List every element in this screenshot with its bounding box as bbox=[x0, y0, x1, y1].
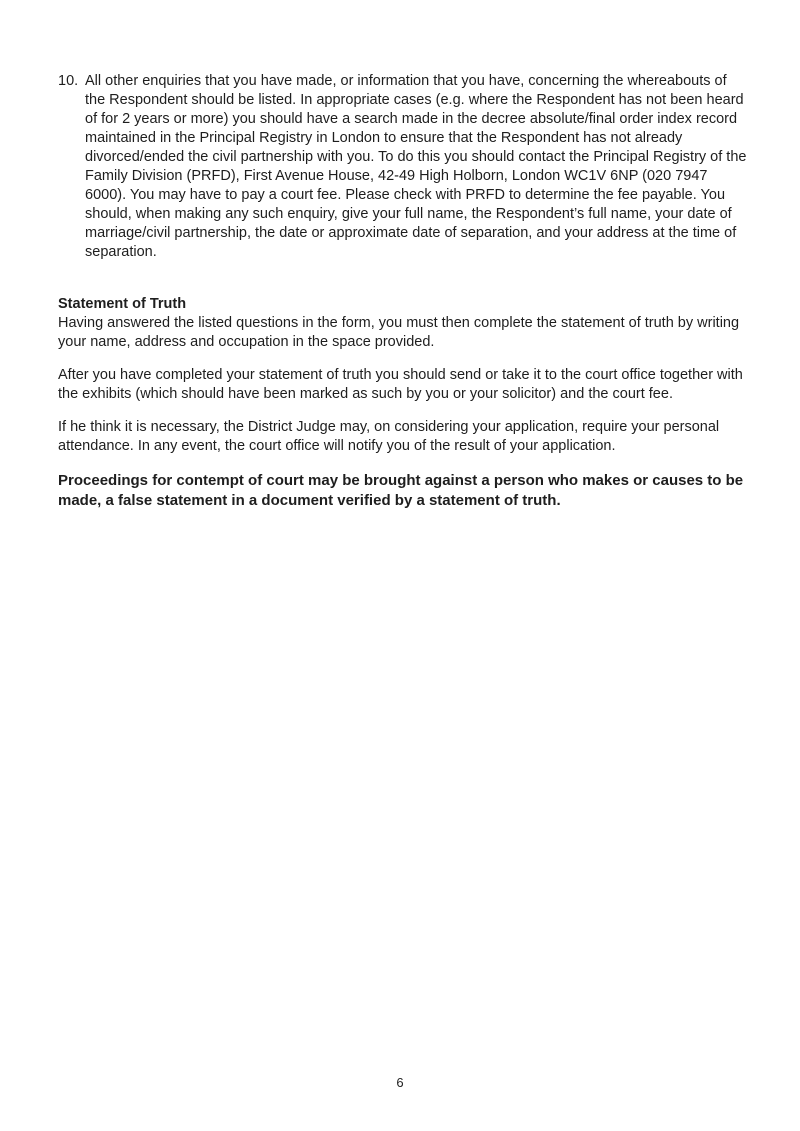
list-item-number: 10. bbox=[58, 73, 79, 89]
page-number: 6 bbox=[396, 1075, 404, 1090]
contempt-warning bbox=[58, 471, 748, 511]
list-item-text: All other enquiries that you have made, or information that you have, concerning the whereabouts of the Respondent should be listed. In appropriate cases (e.g. where the Respondent has not been heard of for 2 years or more) you should have a search made in the decree absolute/final order index record maintained in the Principal Registry in London to ensure that the Respondent has not already divorced/ended the civil partnership with you. To do this you should contact the Principal Registry of the Family Division (PRFD), First Avenue House, 42-49 High Holborn, London WC1V 6NP (020 7947 6000). You may have to pay a court fee. Please check with PRFD to determine the fee payable. You should, when making any such enquiry, give your full name, the Respondent’s full name, your date of marriage/civil partnership, the date or approximate date of separation, and your address at the time of separation. bbox=[85, 73, 747, 260]
list-item-10 bbox=[58, 72, 748, 262]
paragraph-attendance bbox=[58, 418, 748, 456]
paragraph-attendance-text: If he think it is necessary, the District Judge may, on considering your application, require your personal attendance. In any event, the court office will notify you of the result of your application. bbox=[58, 419, 720, 454]
statement-of-truth-section bbox=[58, 295, 748, 352]
section-heading: Statement of Truth bbox=[58, 296, 187, 312]
paragraph-submission bbox=[58, 366, 748, 404]
paragraph-statement-instructions: Having answered the listed questions in the form, you must then complete the statement of truth by writing your name, address and occupation in the space provided. bbox=[58, 315, 740, 350]
paragraph-submission-text: After you have completed your statement of truth you should send or take it to the court office together with the exhibits (which should have been marked as such by you or your solicitor) and the court fee. bbox=[58, 367, 743, 402]
contempt-warning-text: Proceedings for contempt of court may be brought against a person who makes or causes to be made, a false statement in a document verified by a statement of truth. bbox=[58, 472, 744, 509]
